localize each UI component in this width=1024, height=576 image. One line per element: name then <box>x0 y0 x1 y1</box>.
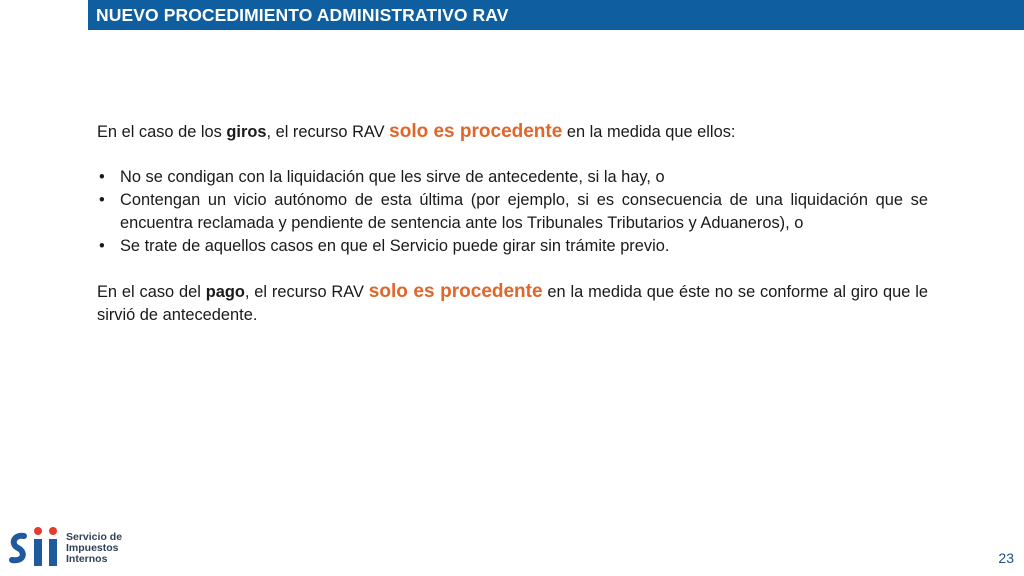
p1-highlight: solo es procedente <box>389 121 563 142</box>
page-title: NUEVO PROCEDIMIENTO ADMINISTRATIVO RAV <box>96 5 509 25</box>
logo-line: Impuestos <box>66 542 119 554</box>
content-body <box>97 120 928 327</box>
paragraph-pago <box>97 280 928 327</box>
page-number: 23 <box>998 550 1014 566</box>
bullet-item <box>97 235 928 258</box>
bullet-text: Contengan un vicio autónomo de esta última (por ejemplo, si es consecuencia de una liquidación que se encuentra reclamada y pendiente de sentencia ante los Tribunales Tributarios y Aduaneros), o <box>120 191 928 232</box>
logo-line: Internos <box>66 553 108 565</box>
bullet-item <box>97 189 928 235</box>
p1-mid: , el recurso RAV <box>266 123 390 141</box>
p1-bold: giros <box>226 123 267 141</box>
logo-text <box>66 532 122 565</box>
header-bar <box>88 0 1024 30</box>
p1-pre: En el caso de los <box>97 123 227 141</box>
p1-post: en la medida que ellos: <box>562 123 736 141</box>
p2-mid: , el recurso RAV <box>244 283 369 301</box>
bullet-text: Se trate de aquellos casos en que el Servicio puede girar sin trámite previo. <box>120 237 670 255</box>
bullet-dot: • <box>99 191 105 209</box>
p2-pre: En el caso del <box>97 283 206 301</box>
p2-bold: pago <box>205 283 245 301</box>
bullet-dot: • <box>99 168 105 186</box>
paragraph-giros <box>97 120 928 144</box>
bullet-item <box>97 166 928 189</box>
logo-mark: Sii <box>8 526 10 527</box>
p2-highlight: solo es procedente <box>368 281 543 302</box>
logo-line: Servicio de <box>66 531 123 543</box>
bullet-text: No se condigan con la liquidación que les sirve de antecedente, si la hay, o <box>120 168 665 186</box>
p2-post: en la medida que éste no se conforme al giro que le sirvió de antecedente. <box>97 283 928 324</box>
bullet-dot: • <box>99 237 105 255</box>
bullet-list <box>97 166 928 258</box>
